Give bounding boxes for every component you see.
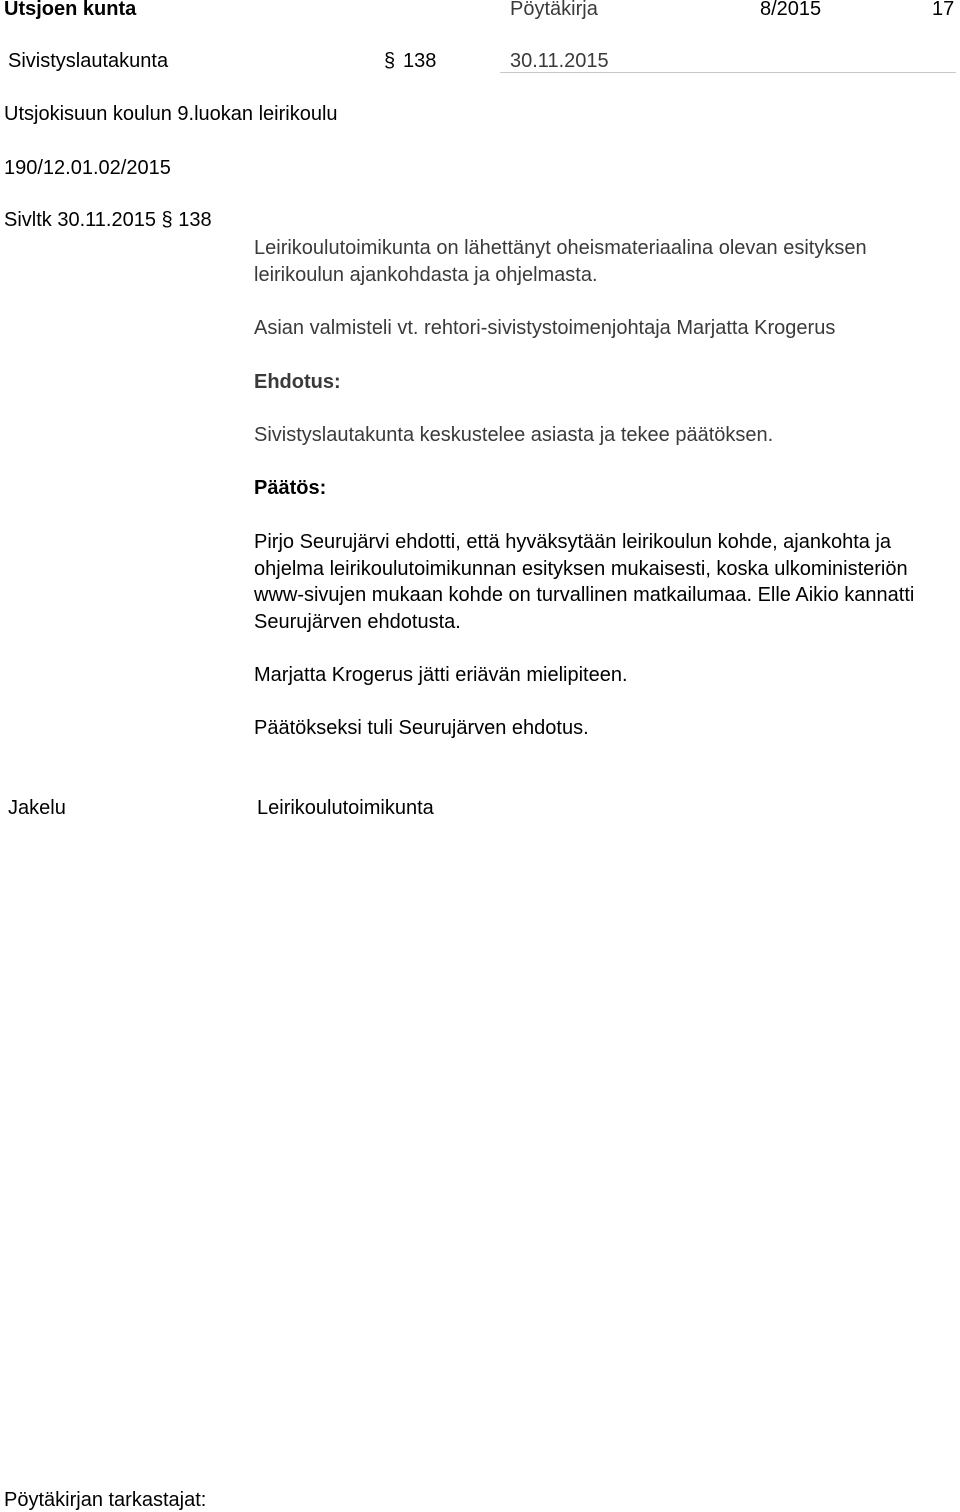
preparer-line: Asian valmisteli vt. rehtori-sivistystoimenjohtaja Marjatta Krogerus — [254, 317, 836, 339]
page-number: 17 — [932, 0, 955, 20]
decision-text: Pirjo Seurujärvi ehdotti, että hyväksytään leirikoulun kohde, ajankohta ja ohjelma leirikoulutoimikunnan esityksen mukaisesti, koska ulkoministeriön www-sivujen mukaan kohde on turvallinen matkailumaa. Elle Aikio kannatti Seurujärven ehdotusta. — [254, 531, 915, 633]
case-prefix — [4, 208, 212, 232]
document-number: 8/2015 — [760, 0, 822, 20]
distribution-recipient: Leirikoulutoimikunta — [257, 797, 434, 819]
case-prefix-text: Sivltk 30.11.2015 — [4, 209, 156, 231]
distribution-label: Jakelu — [8, 797, 66, 819]
outcome-line: Päätökseksi tuli Seurujärven ehdotus. — [254, 717, 589, 739]
case-title: Utsjokisuun koulun 9.luokan leirikoulu — [4, 103, 338, 125]
document-type: Pöytäkirja — [510, 0, 598, 20]
case-prefix-section-number: 138 — [178, 209, 212, 231]
dissent-line: Marjatta Krogerus jätti eriävän mielipiteen. — [254, 664, 628, 686]
proposal-text: Sivistyslautakunta keskustelee asiasta ja tekee päätöksen. — [254, 424, 774, 446]
decision-heading: Päätös: — [254, 477, 327, 499]
diary-number: 190/12.01.02/2015 — [4, 157, 171, 179]
municipality-name: Utsjoen kunta — [4, 0, 137, 20]
board-name: Sivistyslautakunta — [8, 50, 169, 72]
section-symbol: § — [384, 50, 396, 72]
checkers-label: Pöytäkirjan tarkastajat: — [4, 1489, 207, 1511]
header-divider — [500, 72, 956, 73]
intro-paragraph: Leirikoulutoimikunta on lähettänyt oheismateriaalina olevan esityksen leirikoulun ajankohdasta ja ohjelmasta. — [254, 237, 867, 286]
meeting-date: 30.11.2015 — [510, 50, 609, 72]
proposal-heading: Ehdotus: — [254, 371, 341, 393]
section-number: 138 — [403, 50, 437, 72]
case-prefix-section-symbol: § — [161, 209, 173, 231]
